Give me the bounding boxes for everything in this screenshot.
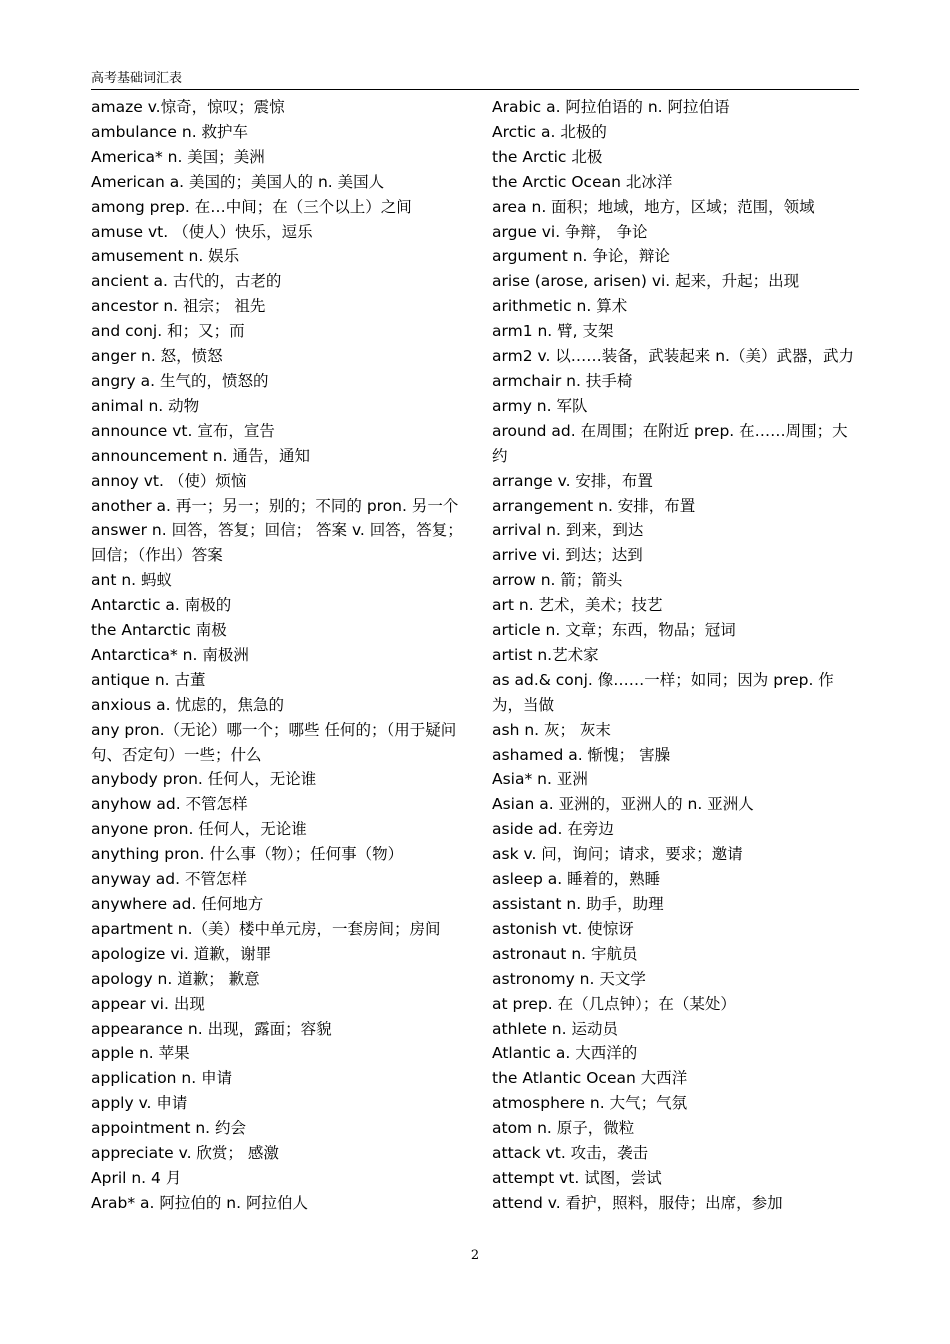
vocab-entry: ancient a. 古代的，古老的 — [91, 272, 282, 291]
vocab-entry: anyway ad. 不管怎样 — [91, 870, 247, 889]
vocab-entry: Arctic a. 北极的 — [492, 122, 607, 141]
vocab-entry: anybody pron. 任何人，无论谁 — [91, 770, 317, 789]
vocab-entry: and conj. 和；又；而 — [91, 322, 245, 341]
vocab-entry: angry a. 生气的，愤怒的 — [91, 371, 269, 390]
vocab-entry: announcement n. 通告，通知 — [91, 446, 310, 465]
vocab-entry: antique n. 古董 — [91, 670, 206, 689]
vocab-entry: anyhow ad. 不管怎样 — [91, 795, 248, 814]
vocab-entry: athlete n. 运动员 — [492, 1019, 618, 1038]
vocab-entry: the Atlantic Ocean 大西洋 — [492, 1069, 688, 1088]
vocab-entry: ant n. 蚂蚁 — [91, 571, 173, 590]
vocab-entry: amusement n. 娱乐 — [91, 247, 240, 266]
vocab-entry: Asian a. 亚洲的，亚洲人的 n. 亚洲人 — [492, 795, 754, 814]
vocab-entry: arrange v. 安排，布置 — [492, 471, 653, 490]
vocab-entry: any pron.（无论）哪一个；哪些 任何的；（用于疑问句、否定句）一些；什么 — [91, 720, 457, 764]
vocab-entry: atom n. 原子，微粒 — [492, 1119, 635, 1138]
vocab-entry: art n. 艺术，美术；技艺 — [492, 596, 663, 615]
vocab-entry: anyone pron. 任何人，无论谁 — [91, 820, 307, 839]
vocab-entry: aside ad. 在旁边 — [492, 820, 614, 839]
vocab-entry: ash n. 灰； 灰末 — [492, 720, 611, 739]
vocab-entry: argue vi. 争辩， 争论 — [492, 222, 648, 241]
vocab-entry: at prep. 在（几点钟）；在（某处） — [492, 994, 736, 1013]
vocab-entry: application n. 申请 — [91, 1069, 233, 1088]
vocab-entry: arrival n. 到来，到达 — [492, 521, 644, 540]
vocab-entry: astonish vt. 使惊讶 — [492, 919, 634, 938]
vocab-entry: ask v. 问，询问；请求，要求；邀请 — [492, 845, 743, 864]
right-column — [492, 95, 862, 1216]
vocab-entry: atmosphere n. 大气；气氛 — [492, 1094, 688, 1113]
vocab-entry: Arab* a. 阿拉伯的 n. 阿拉伯人 — [91, 1193, 308, 1212]
vocab-entry: arithmetic n. 算术 — [492, 297, 628, 316]
vocab-entry: apple n. 苹果 — [91, 1044, 190, 1063]
vocab-entry: appointment n. 约会 — [91, 1119, 247, 1138]
vocab-entry: arrow n. 箭；箭头 — [492, 571, 623, 590]
vocab-entry: around ad. 在周围；在附近 prep. 在……周围；大约 — [492, 421, 848, 465]
vocab-entry: appearance n. 出现，露面；容貌 — [91, 1019, 332, 1038]
vocab-entry: argument n. 争论，辩论 — [492, 247, 670, 266]
vocab-entry: apology n. 道歉； 歉意 — [91, 969, 260, 988]
vocab-entry: the Arctic 北极 — [492, 147, 603, 166]
vocab-entry: area n. 面积；地域，地方，区域；范围，领域 — [492, 197, 815, 216]
vocab-entry: Antarctica* n. 南极洲 — [91, 645, 249, 664]
vocab-entry: arise (arose, arisen) vi. 起来，升起；出现 — [492, 272, 800, 291]
vocab-entry: as ad.& conj. 像……一样；如同；因为 prep. 作为，当做 — [492, 670, 834, 714]
vocab-entry: Arabic a. 阿拉伯语的 n. 阿拉伯语 — [492, 98, 730, 116]
vocab-entry: astronomy n. 天文学 — [492, 969, 646, 988]
vocab-entry: arm2 v. 以……装备，武装起来 n.（美）武器，武力 — [492, 347, 854, 366]
vocab-entry: ancestor n. 祖宗； 祖先 — [91, 297, 266, 316]
vocab-entry: assistant n. 助手，助理 — [492, 895, 664, 913]
vocab-entry: amuse vt. （使人）快乐，逗乐 — [91, 222, 313, 241]
vocab-entry: Antarctic a. 南极的 — [91, 596, 232, 615]
vocab-entry: apartment n.（美）楼中单元房，一套房间；房间 — [91, 919, 441, 938]
vocab-entry: army n. 军队 — [492, 396, 588, 415]
vocab-entry: apologize vi. 道歉，谢罪 — [91, 944, 272, 963]
vocab-entry: ambulance n. 救护车 — [91, 122, 249, 141]
left-column — [91, 95, 465, 1216]
vocab-entry: American a. 美国的；美国人的 n. 美国人 — [91, 172, 385, 191]
vocab-entry: astronaut n. 宇航员 — [492, 944, 638, 963]
vocab-entry: amaze v.惊奇，惊叹；震惊 — [91, 98, 285, 116]
vocab-entry: Asia* n. 亚洲 — [492, 770, 588, 789]
vocab-entry: answer n. 回答，答复；回信； 答案 v. 回答，答复；回信；（作出）答案 — [91, 521, 463, 565]
vocab-entry: attend v. 看护，照料，服侍；出席，参加 — [492, 1193, 783, 1212]
vocab-entry: anxious a. 忧虑的，焦急的 — [91, 695, 284, 714]
vocab-entry: attempt vt. 试图，尝试 — [492, 1168, 662, 1187]
vocab-entry: announce vt. 宣布，宣告 — [91, 421, 275, 440]
vocab-entry: among prep. 在…中间；在（三个以上）之间 — [91, 197, 412, 216]
vocab-entry: Atlantic a. 大西洋的 — [492, 1044, 638, 1063]
vocab-entry: arrangement n. 安排，布置 — [492, 496, 696, 515]
vocab-entry: April n. 4 月 — [91, 1168, 182, 1187]
vocab-entry: the Antarctic 南极 — [91, 621, 227, 640]
vocab-entry: apply v. 申请 — [91, 1094, 188, 1113]
vocab-entry: appreciate v. 欣赏； 感激 — [91, 1144, 279, 1163]
vocab-entry: arrive vi. 到达；达到 — [492, 546, 643, 565]
page-number: 2 — [470, 1248, 480, 1263]
header-title: 高考基础词汇表 — [91, 71, 183, 86]
vocab-entry: arm1 n. 臂, 支架 — [492, 322, 614, 341]
vocab-entry: another a. 再一；另一；别的；不同的 pron. 另一个 — [91, 496, 459, 515]
vocab-entry: anything pron. 什么事（物）；任何事（物） — [91, 845, 404, 864]
vocab-entry: armchair n. 扶手椅 — [492, 371, 633, 390]
vocab-entry: ashamed a. 惭愧； 害臊 — [492, 745, 671, 764]
vocab-entry: appear vi. 出现 — [91, 994, 205, 1013]
vocab-entry: annoy vt. （使）烦恼 — [91, 471, 247, 490]
vocab-entry: animal n. 动物 — [91, 396, 200, 415]
vocab-entry: America* n. 美国；美洲 — [91, 147, 265, 166]
vocab-entry: the Arctic Ocean 北冰洋 — [492, 172, 673, 191]
page-header — [91, 69, 859, 90]
vocab-entry: anywhere ad. 任何地方 — [91, 895, 264, 913]
vocab-entry: asleep a. 睡着的，熟睡 — [492, 870, 661, 889]
vocab-entry: article n. 文章；东西，物品；冠词 — [492, 621, 736, 640]
vocab-entry: attack vt. 攻击，袭击 — [492, 1144, 649, 1163]
vocab-entry: anger n. 怒，愤怒 — [91, 347, 223, 366]
vocab-entry: artist n.艺术家 — [492, 645, 599, 664]
